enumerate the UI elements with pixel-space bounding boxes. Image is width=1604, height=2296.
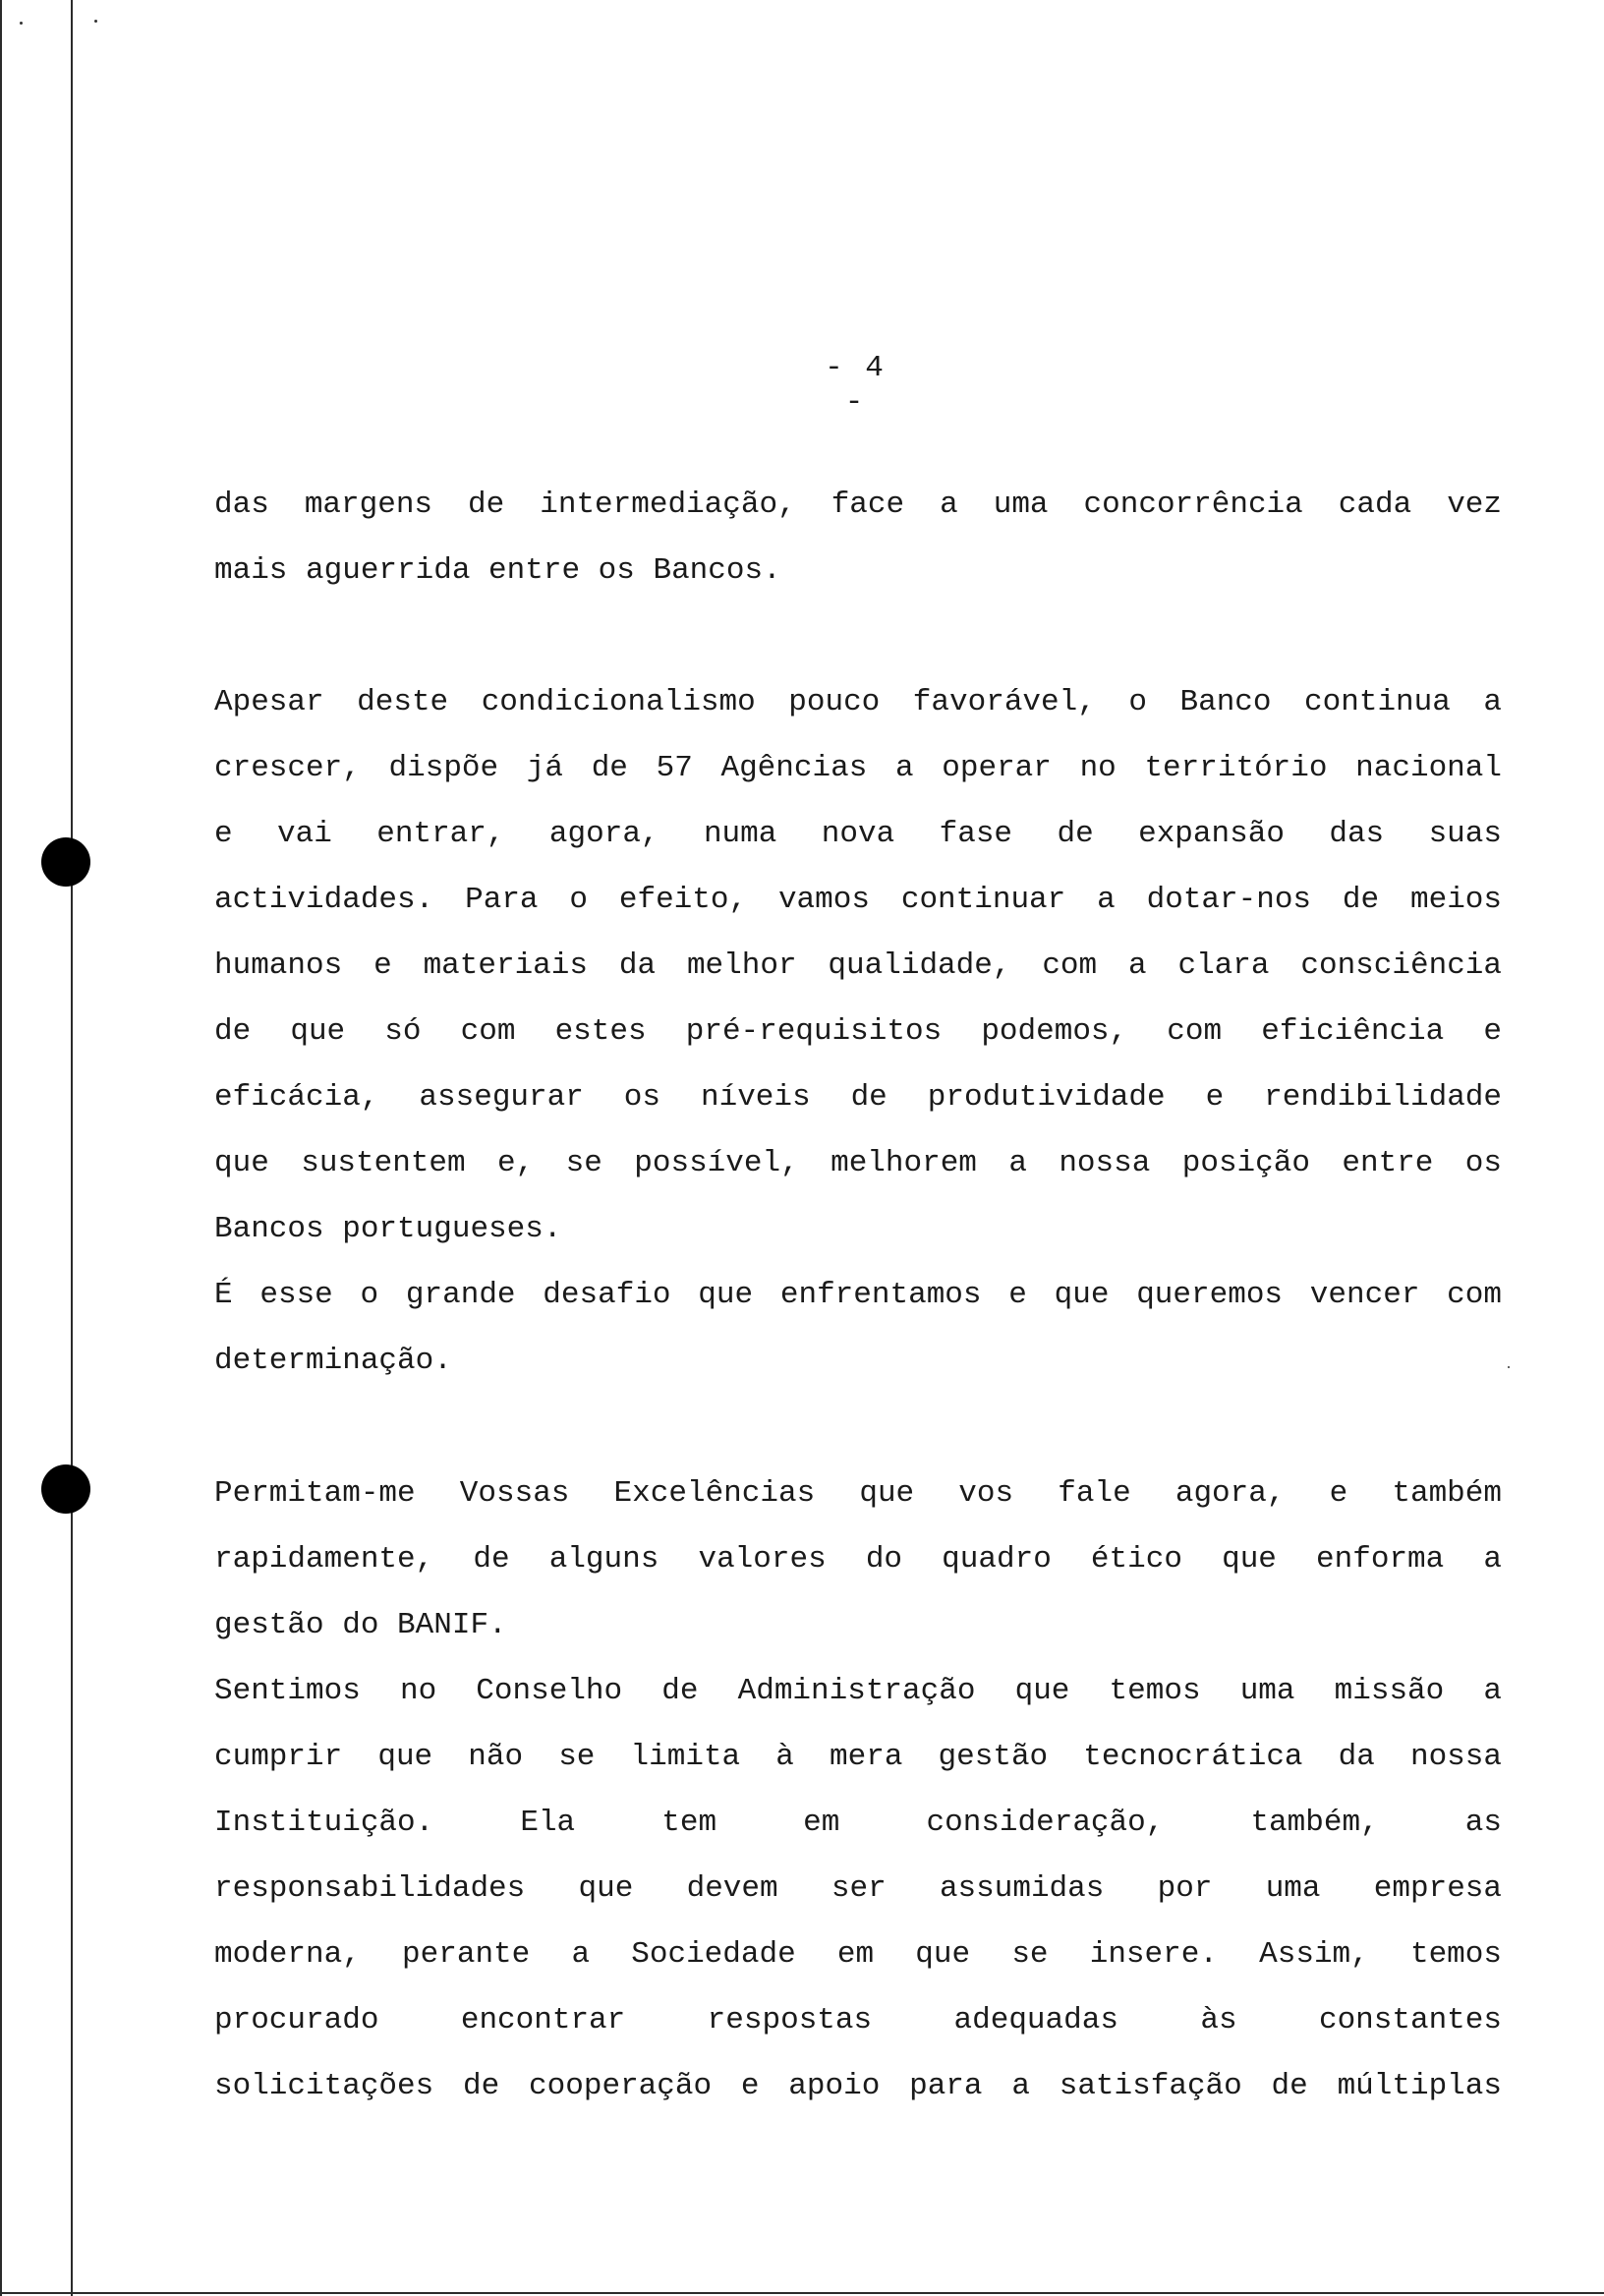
text-line: Bancos portugueses.	[214, 1212, 562, 1246]
text-line: gestão do BANIF.	[214, 1608, 507, 1642]
punch-hole-upper	[41, 837, 90, 887]
paragraph-2	[214, 669, 1502, 1394]
text-line: rapidamente, de alguns valores do quadro ético que enforma a	[214, 1542, 1502, 1577]
text-line: solicitações de cooperação e apoio para a satisfação de múltiplas	[214, 2069, 1502, 2103]
scan-speck	[1508, 1366, 1510, 1368]
text-line: Permitam-me Vossas Excelências que vos fale agora, e também	[214, 1476, 1502, 1511]
text-line: moderna, perante a Sociedade em que se insere. Assim, temos	[214, 1937, 1502, 1972]
scan-speck	[94, 20, 97, 23]
text-line: Instituição. Ela tem em consideração, também, as	[214, 1806, 1502, 1840]
text-line: cumprir que não se limita à mera gestão tecnocrática da nossa	[214, 1740, 1502, 1774]
text-line: mais aguerrida entre os Bancos.	[214, 553, 781, 588]
bottom-margin-rule	[71, 2292, 1604, 2294]
paragraph-3	[214, 1461, 1502, 2119]
text-line: eficácia, assegurar os níveis de produtividade e rendibilidade	[214, 1080, 1502, 1115]
bottom-left-rule	[0, 2292, 71, 2294]
text-line: de que só com estes pré-requisitos podemos, com eficiência e	[214, 1014, 1502, 1049]
text-line: actividades. Para o efeito, vamos continuar a dotar-nos de meios	[214, 883, 1502, 917]
text-line: Apesar deste condicionalismo pouco favorável, o Banco continua a	[214, 685, 1502, 719]
text-line: humanos e materiais da melhor qualidade, com a clara consciência	[214, 948, 1502, 983]
punch-hole-lower	[41, 1464, 90, 1514]
text-line: das margens de intermediação, face a uma concorrência cada vez	[214, 488, 1502, 522]
text-line: É esse o grande desafio que enfrentamos e que queremos vencer com	[214, 1278, 1502, 1312]
text-line: determinação.	[214, 1344, 452, 1378]
text-line: responsabilidades que devem ser assumidas por uma empresa	[214, 1871, 1502, 1906]
paragraph-1	[214, 472, 1502, 603]
page-number: - 4 -	[825, 351, 886, 420]
text-line: Sentimos no Conselho de Administração que temos uma missão a	[214, 1674, 1502, 1708]
text-line: e vai entrar, agora, numa nova fase de expansão das suas	[214, 817, 1502, 851]
inner-margin-rule	[71, 0, 73, 2296]
text-line: crescer, dispõe já de 57 Agências a operar no território nacional	[214, 751, 1502, 785]
scan-speck	[20, 22, 23, 25]
text-line: procurado encontrar respostas adequadas às constantes	[214, 2003, 1502, 2038]
text-line: que sustentem e, se possível, melhorem a nossa posição entre os	[214, 1146, 1502, 1180]
left-margin-rule	[0, 0, 2, 2296]
